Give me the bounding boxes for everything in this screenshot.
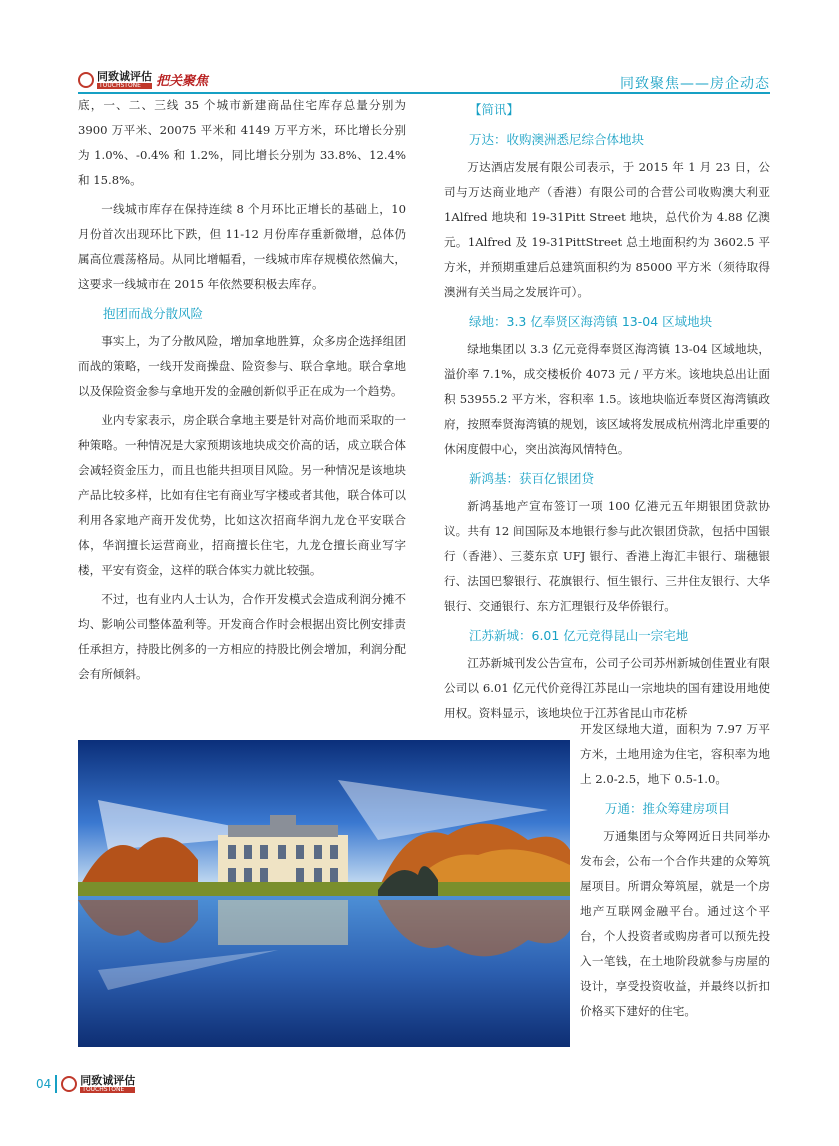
- logo-calligraphy: 把关聚焦: [156, 74, 209, 89]
- page-footer: [36, 1075, 135, 1093]
- news-title-wanda: 万达：收购澳洲悉尼综合体地块: [469, 132, 645, 147]
- news-title-greenland: 绿地：3.3 亿奉贤区海湾镇 13-04 区域地块: [469, 314, 713, 329]
- news-body-newworld: 新鸿基地产宣布签订一项 100 亿港元五年期银团贷款协议。共有 12 间国际及本地银行参与此次银团贷款，包括中国银行（香港）、三菱东京 UFJ 银行、香港上海汇丰银行、瑞穗银行、法国巴黎银行、花旗银行、恒生银行、三井住友银行、大华银行、交通银行、东方汇理银行及华侨银行。: [444, 499, 770, 613]
- paragraph: 事实上，为了分散风险，增加拿地胜算，众多房企选择组团而战的策略，一线开发商操盘、险资参与、联合拿地。联合拿地以及保险资金参与拿地开发的金融创新似乎正在成为一个趋势。: [78, 334, 406, 398]
- news-body-jiangsu-cont: 开发区绿地大道，面积为 7.97 万平方米，土地用途为住宅，容积率为地上 2.0-2.5，地下 0.5-1.0。: [580, 722, 770, 786]
- page-header: [0, 0, 839, 96]
- paragraph: 一线城市库存在保持连续 8 个月环比正增长的基础上，10 月份首次出现环比下跌，但 11-12 月份库存重新微增，总体仍属高位震荡格局。从同比增幅看，一线城市库存规模依然偏大，这要求一线城市在 2015 年依然要积极去库存。: [78, 202, 406, 291]
- header-logo: [78, 70, 208, 89]
- right-narrow-column: [580, 717, 770, 1024]
- chateau-photo: [78, 740, 570, 1047]
- paragraph: 业内专家表示，房企联合拿地主要是针对高价地而采取的一种策略。一种情况是大家预期该地块成交价高的话，成立联合体会减轻资金压力，而且也能共担项目风险。另一种情况是该地块产品比较多样，比如有住宅有商业写字楼或者其他，联合体可以利用各家地产商开发优势，比如这次招商华润九龙仓平安联合体，华润擅长运营商业，招商擅长住宅，九龙仓擅长商业写字楼，平安有资金，这样的联合体实力就比较强。: [78, 413, 406, 577]
- logo-name: 同致诚评估: [97, 69, 152, 83]
- news-title-jiangsu: 江苏新城：6.01 亿元竞得昆山一宗宅地: [469, 628, 689, 643]
- section-title: 同致聚焦——房企动态: [620, 76, 770, 92]
- news-title-wantong: 万通：推众筹建房项目: [605, 801, 731, 816]
- footer-logo-name: 同致诚评估: [80, 1074, 136, 1087]
- news-body-wanda: 万达酒店发展有限公司表示，于 2015 年 1 月 23 日，公司与万达商业地产（香港）有限公司的合营公司收购澳大利亚 1Alfred 地块和 19-31Pitt Street 地块，总代价为 4.88 亿澳元。1Alfred 及 19-31PittStreet 总土地面积约为 3602.5 平方米，并预期重建后总建筑面积约为 85000 平方米（须待取得澳洲有关当局之发展许可）。: [444, 160, 770, 299]
- logo-mark-icon: [78, 72, 94, 88]
- page-number: 04: [36, 1077, 52, 1091]
- left-column: [78, 93, 406, 691]
- logo-en: TOUCHSTONE: [97, 83, 152, 89]
- logo-mark-icon: [61, 1076, 77, 1092]
- footer-logo-en: TOUCHSTONE: [80, 1087, 135, 1093]
- brief-label: 【简讯】: [469, 102, 520, 117]
- news-body-jiangsu: 江苏新城刊发公告宣布，公司子公司苏州新城创佳置业有限公司以 6.01 亿元代价竞得江苏昆山一宗地块的国有建设用地使用权。资料显示，该地块位于江苏省昆山市花桥: [444, 656, 770, 720]
- footer-divider: [55, 1075, 57, 1093]
- news-title-newworld: 新鸿基：获百亿银团贷: [469, 471, 595, 486]
- paragraph: 底，一、二、三线 35 个城市新建商品住宅库存总量分别为 3900 万平米、20075 平米和 4149 万平方米，环比增长分别为 1.0%、-0.4% 和 1.2%，同比增长分别为 33.8%、12.4% 和 15.8%。: [78, 98, 406, 187]
- news-body-wantong: 万通集团与众筹网近日共同举办发布会，公布一个合作共建的众筹筑屋项目。所谓众筹筑屋，就是一个房地产互联网金融平台。通过这个平台，个人投资者或购房者可以预先投入一笔钱，在土地阶段就参与房屋的设计，享受投资收益，并最终以折扣价格买下建好的住宅。: [580, 829, 770, 1018]
- right-column: [444, 93, 770, 730]
- news-body-greenland: 绿地集团以 3.3 亿元竞得奉贤区海湾镇 13-04 区域地块，溢价率 7.1%，成交楼板价 4073 元 / 平方米。该地块总出让面积 53955.2 平方米，容积率 1.5。该地块临近奉贤区海湾镇政府，按照奉贤海湾镇的规划，该区域将发展成杭州湾北岸重要的休闲度假中心，突出滨海风情特色。: [444, 342, 770, 456]
- paragraph: 不过，也有业内人士认为，合作开发模式会造成利润分摊不均、影响公司整体盈利等。开发商合作时会根据出资比例安排责任承担方，持股比例多的一方相应的持股比例会增加，利润分配会有所倾斜。: [78, 592, 406, 681]
- subheading: 抱团而战分散风险: [103, 306, 204, 321]
